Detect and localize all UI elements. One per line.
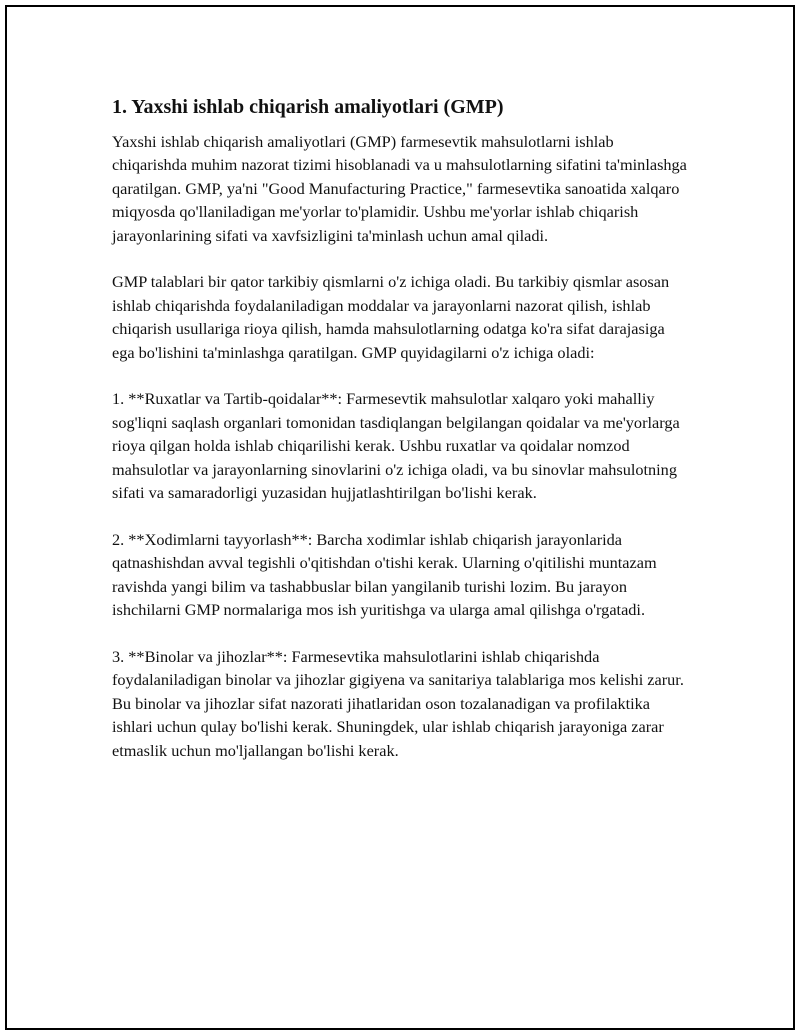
document-body — [112, 94, 690, 785]
section-heading: 1. Yaxshi ishlab chiqarish amaliyotlari (GMP) — [112, 96, 504, 118]
paragraph-requirements: GMP talablari bir qator tarkibiy qismlarni o'z ichiga oladi. Bu tarkibiy qismlar asosan ishlab chiqarishda foydalaniladigan moddalar va jarayonlarni nazorat qilish, ishlab chiqarish usullariga rioya qilish, hamda mahsulotlarning odatga ko'ra sifat darajasiga ega bo'lishini ta'minlashga qaratilgan. GMP quyidagilarni o'z ichiga oladi: — [112, 272, 670, 362]
paragraph-intro: Yaxshi ishlab chiqarish amaliyotlari (GMP) farmesevtik mahsulotlarni ishlab chiqarishda muhim nazorat tizimi hisoblanadi va u mahsulotlarning sifatini ta'minlashga qaratilgan. GMP, ya'ni "Good Manufacturing Practice," farmesevtika sanoatida xalqaro miqyosda qo'llaniladigan me'yorlar to'plamidir. Ushbu me'yorlar ishlab chiqarish jarayonlarining sifati va xavfsizligini ta'minlash uchun amal qiladi. — [112, 132, 687, 245]
list-item-buildings-equipment: 3. **Binolar va jihozlar**: Farmesevtika mahsulotlarini ishlab chiqarishda foydalaniladigan binolar va jihozlar gigiyena va sanitariya talablariga mos kelishi zarur. Bu binolar va jihozlar sifat nazorati jihatlaridan oson tozalanadigan va profilaktika ishlari uchun qulay bo'lishi kerak. Shuningdek, ular ishlab chiqarish jarayoniga zarar etmaslik uchun mo'ljallangan bo'lishi kerak. — [112, 646, 684, 760]
list-item-staff-training: 2. **Xodimlarni tayyorlash**: Barcha xodimlar ishlab chiqarish jarayonlarida qatnashishdan avval tegishli o'qitishdan o'tishi kerak. Ularning o'qitilishi muntazam ravishda yangi bilim va tashabbuslar bilan yangilanib turishi lozim. Bu jarayon ishchilarni GMP normalariga mos ish yuritishga va ularga amal qilishga o'rgatadi. — [112, 529, 657, 620]
list-item-permits: 1. **Ruxatlar va Tartib-qoidalar**: Farmesevtik mahsulotlar xalqaro yoki mahalliy sog'liqni saqlash organlari tomonidan tasdiqlangan belgilangan qoidalar va me'yorlarga rioya qilgan holda ishlab chiqarilishi kerak. Ushbu ruxatlar va qoidalar nomzod mahsulotlar va jarayonlarning sinovlarini o'z ichiga oladi, va bu sinovlar mahsulotning sifati va samaradorligi yuzasidan hujjatlashtirilgan bo'lishi kerak. — [112, 389, 680, 503]
